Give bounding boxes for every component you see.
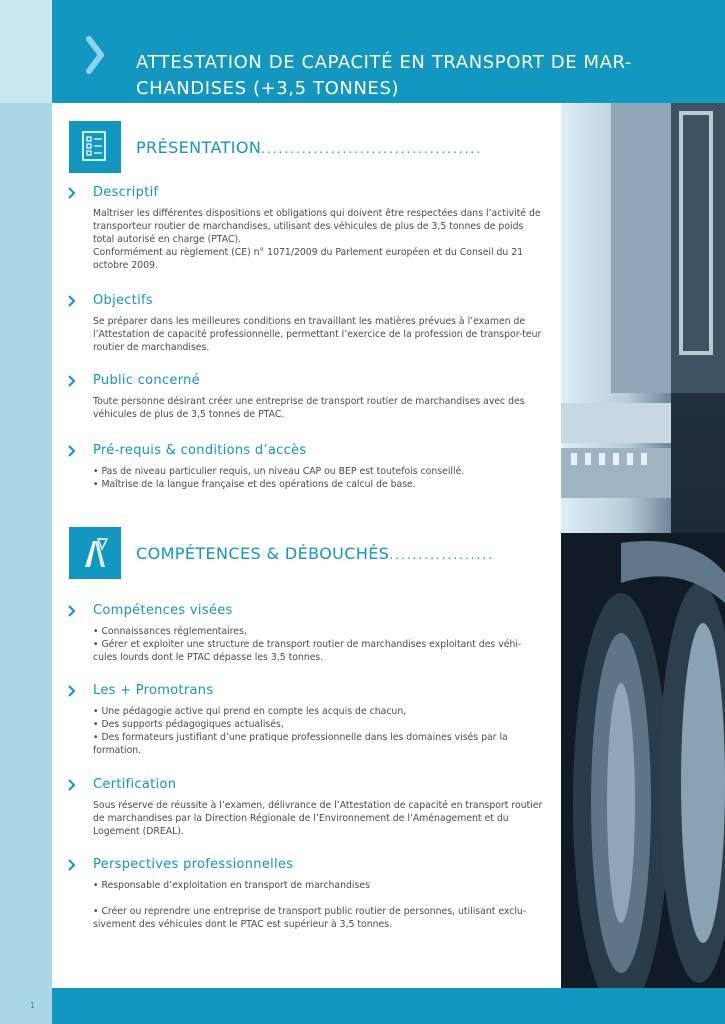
- compass-icon: [69, 527, 121, 579]
- page-title: ATTESTATION DE CAPACITÉ EN TRANSPORT DE MAR-CHANDISES (+3,5 TONNES): [136, 52, 633, 99]
- bullet-item: • Connaissances réglementaires,: [93, 626, 247, 637]
- left-color-band: [0, 0, 52, 1024]
- truck-photo: [561, 103, 725, 988]
- subsection-title: Les + Promotrans: [93, 683, 214, 698]
- chevron-right-icon: [68, 375, 76, 387]
- paragraph: Sous réserve de réussite à l’examen, délivrance de l’Attestation de capacité en transport routier de marchandises par la Direction Régionale de l’Environnement de l’Aménagement et du Logement (DREAL).: [93, 800, 543, 837]
- bullet-item: • Créer ou reprendre une entreprise de transport public routier de personnes, utilisant exclu-sivement des véhicules dont le PTAC est supérieur à 3,5 tonnes.: [93, 906, 527, 930]
- subsection-title: Public concerné: [93, 373, 200, 388]
- checklist-icon: [69, 121, 121, 173]
- subsection-certification: [68, 777, 548, 838]
- chevron-right-icon: [68, 779, 76, 791]
- section-title-presentation: PRÉSENTATION......................................: [136, 138, 483, 157]
- subsection-title: Compétences visées: [93, 603, 233, 618]
- bullet-item: • Une pédagogie active qui prend en compte les acquis de chacun,: [93, 706, 407, 717]
- chevron-right-icon: [68, 187, 76, 199]
- subsection-title: Certification: [93, 777, 177, 792]
- paragraph: Maîtriser les différentes dispositions et obligations qui doivent être respectées dans l’activité de transporteur routier de marchandises, utilisant des véhicules de plus de 3,5 tonnes de poids total autorisé en charge (PTAC).: [93, 208, 541, 245]
- chevron-right-icon: [68, 445, 76, 457]
- subsection-title: Pré-requis & conditions d’accès: [93, 443, 307, 458]
- subsection-public: [68, 373, 548, 421]
- chevron-right-icon: [68, 859, 76, 871]
- subsection-descriptif: [68, 185, 548, 272]
- chevron-right-icon: [68, 295, 76, 307]
- paragraph: Se préparer dans les meilleures conditions en travaillant les matières prévues à l’examen de l’Attestation de capacité professionnelle, permettant l’exercice de la profession de transpor-teur routier de marchandises.: [93, 316, 542, 353]
- section-title-competences: COMPÉTENCES & DÉBOUCHÉS..................: [136, 544, 495, 563]
- subsection-title: Descriptif: [93, 185, 159, 200]
- subsection-objectifs: [68, 293, 548, 354]
- chevron-right-icon: [86, 36, 106, 74]
- spacer: [93, 892, 545, 905]
- bullet-item: • Gérer et exploiter une structure de transport routier de marchandises exploitant des véhi-cules lourds dont le PTAC dépasse les 3,5 tonnes.: [93, 639, 522, 663]
- subsection-perspectives: [68, 857, 548, 931]
- subsection-title: Perspectives professionnelles: [93, 857, 294, 872]
- bullet-item: • Des supports pédagogiques actualisés,: [93, 719, 284, 730]
- footer-bar: [52, 988, 725, 1024]
- page-number: 1: [30, 1001, 36, 1010]
- subsection-plus-promotrans: [68, 683, 548, 757]
- subsection-prerequis: [68, 443, 548, 491]
- chevron-right-icon: [68, 605, 76, 617]
- bullet-item: • Pas de niveau particulier requis, un niveau CAP ou BEP est toutefois conseillé.: [93, 466, 465, 477]
- bullet-item: • Responsable d’exploitation en transport de marchandises: [93, 880, 370, 891]
- paragraph: Conformément au règlement (CE) n° 1071/2009 du Parlement européen et du Conseil du 21 octobre 2009.: [93, 247, 524, 271]
- subsection-competences-visees: [68, 603, 548, 664]
- subsection-title: Objectifs: [93, 293, 154, 308]
- chevron-right-icon: [68, 685, 76, 697]
- bullet-item: • Des formateurs justifiant d’une pratique professionnelle dans les domaines visés par la formation.: [93, 732, 508, 756]
- left-band-top: [0, 0, 52, 103]
- paragraph: Toute personne désirant créer une entreprise de transport routier de marchandises avec des véhicules de plus de 3,5 tonnes de PTAC.: [93, 396, 525, 420]
- bullet-item: • Maîtrise de la langue française et des opérations de calcul de base.: [93, 479, 416, 490]
